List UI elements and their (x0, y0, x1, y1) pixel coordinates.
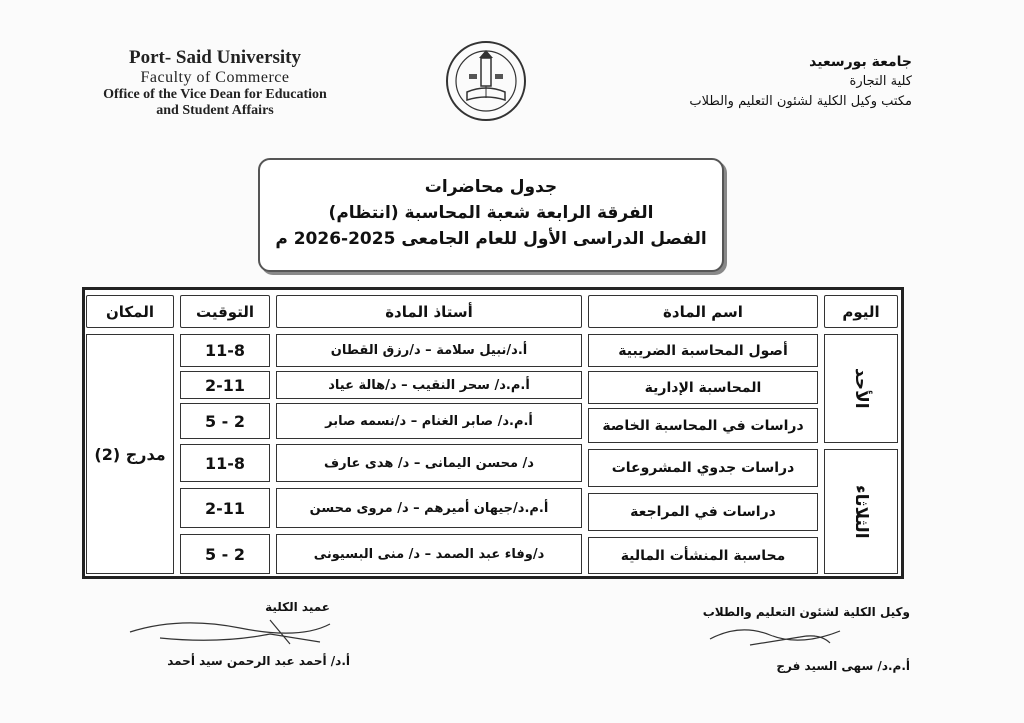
row-1-time: 11-8 (180, 334, 270, 367)
day-cell-sunday (824, 334, 898, 443)
dean-name: أ.د/ أحمد عبد الرحمن سيد أحمد (167, 654, 350, 668)
place-cell: مدرج (2) (86, 334, 174, 574)
row-2-time: 2-11 (180, 371, 270, 399)
vice-dean-name: أ.م.د/ سهى السيد فرج (776, 659, 910, 673)
day-cell-tuesday (824, 449, 898, 574)
university-name-ar: جامعة بورسعيد (809, 54, 912, 70)
day-label-tuesday: الثلاثاء (851, 484, 871, 539)
title-line-3: الفصل الدراسى الأول للعام الجامعى 2025-2026 م (275, 229, 707, 249)
dean-title: عميد الكلية (265, 600, 330, 614)
schedule-title-box (258, 158, 724, 272)
schedule-table (82, 287, 904, 579)
faculty-seal-logo (445, 40, 527, 122)
row-4-subject: دراسات جدوي المشروعات (588, 449, 818, 487)
header-time: التوقيت (180, 295, 270, 328)
day-label-sunday: الأحد (851, 368, 871, 409)
row-3-professor: أ.م.د/ صابر الغنام – د/نسمه صابر (276, 403, 582, 439)
dean-signature-scribble (120, 614, 350, 650)
faculty-name-ar: كلية التجارة (849, 74, 912, 89)
faculty-name-en: Faculty of Commerce (140, 69, 290, 86)
office-name-en-2: and Student Affairs (156, 103, 274, 118)
row-4-time: 11-8 (180, 444, 270, 482)
row-5-professor: أ.م.د/جيهان أميرهم – د/ مروى محسن (276, 488, 582, 528)
row-2-subject: المحاسبة الإدارية (588, 371, 818, 404)
dean-signature-block (120, 600, 350, 668)
row-5-subject: دراسات في المراجعة (588, 493, 818, 531)
row-3-time: 5 - 2 (180, 403, 270, 439)
row-1-professor: أ.د/نبيل سلامة – د/رزق القطان (276, 334, 582, 367)
header-day: اليوم (824, 295, 898, 328)
header-subject: اسم المادة (588, 295, 818, 328)
vice-dean-title: وكيل الكلية لشئون التعليم والطلاب (702, 605, 910, 619)
row-6-time: 5 - 2 (180, 534, 270, 574)
row-1-subject: أصول المحاسبة الضريبية (588, 334, 818, 367)
header-professor: أستاذ المادة (276, 295, 582, 328)
office-name-en: Office of the Vice Dean for Education (103, 87, 327, 102)
row-5-time: 2-11 (180, 488, 270, 528)
row-4-professor: د/ محسن اليمانى – د/ هدى عارف (276, 444, 582, 482)
header-place: المكان (86, 295, 174, 328)
english-header (70, 47, 360, 119)
row-3-subject: دراسات في المحاسبة الخاصة (588, 408, 818, 443)
row-2-professor: أ.م.د/ سحر النقيب – د/هالة عياد (276, 371, 582, 399)
row-6-subject: محاسبة المنشأت المالية (588, 537, 818, 574)
title-line-2: الفرقة الرابعة شعبة المحاسبة (انتظام) (328, 203, 654, 223)
office-name-ar: مكتب وكيل الكلية لشئون التعليم والطلاب (689, 94, 912, 109)
arabic-header (582, 52, 912, 112)
row-6-professor: د/وفاء عبد الصمد – د/ منى البسيونى (276, 534, 582, 574)
title-line-1: جدول محاضرات (424, 177, 558, 197)
vice-dean-signature-block (690, 605, 910, 673)
university-name-en: Port- Said University (128, 47, 302, 68)
vice-dean-signature-scribble (690, 619, 910, 655)
